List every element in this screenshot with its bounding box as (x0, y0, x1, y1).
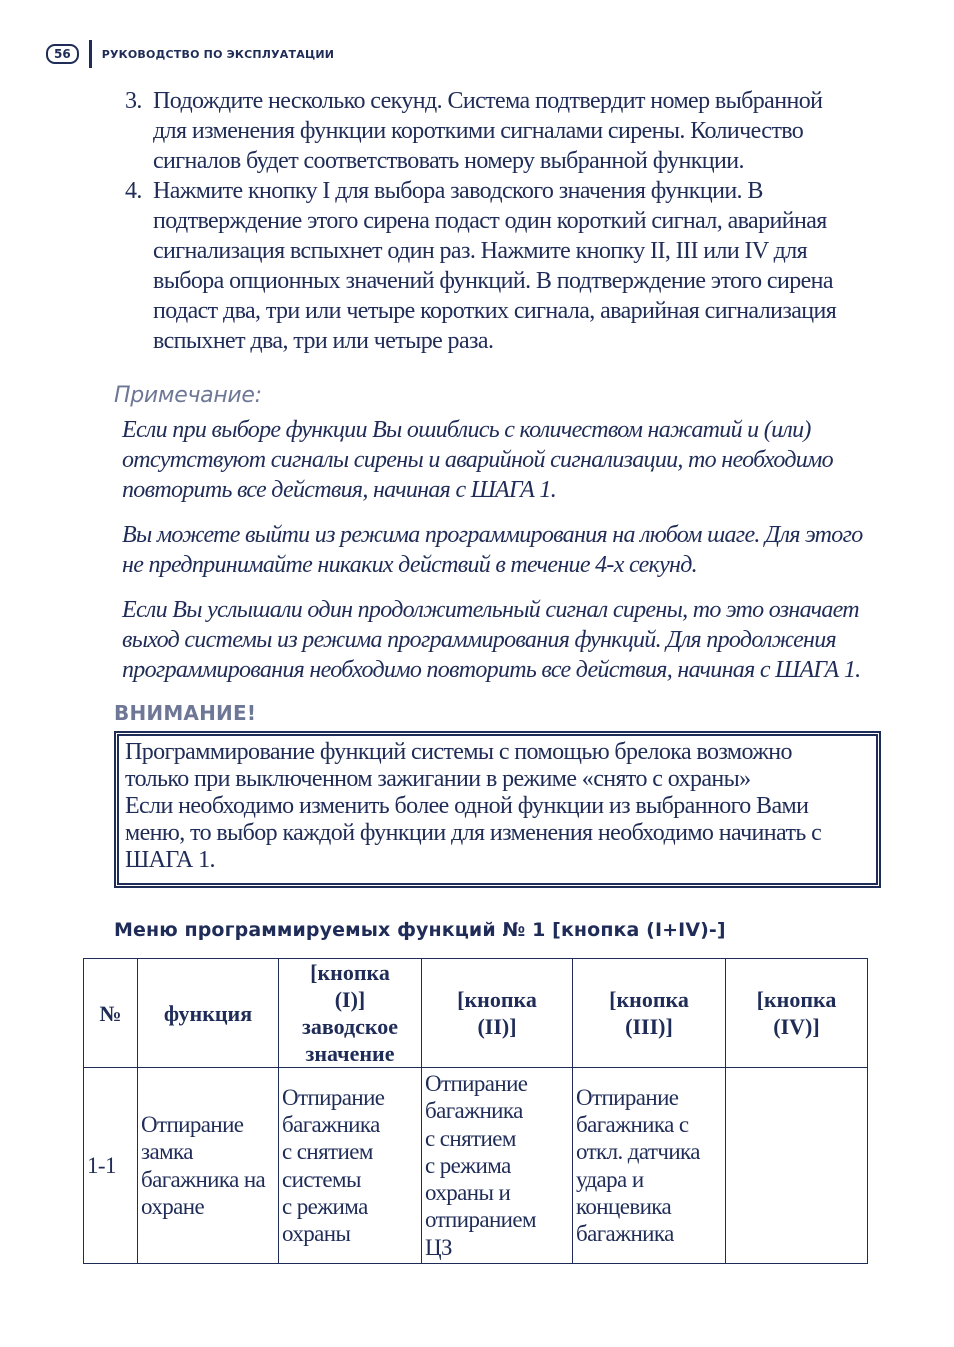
header-cell-number (84, 959, 138, 1068)
header-line: [кнопка (756, 987, 837, 1012)
step-line: подаст два, три или четыре коротких сигнала, аварийная сигнализация (153, 298, 837, 324)
step-line: подтверждение этого сирена подаст один короткий сигнал, аварийная (153, 208, 827, 234)
step-line: Подождите несколько секунд. Система подтвердит номер выбранной (153, 88, 823, 114)
header-line: [кнопка (310, 960, 390, 985)
table-header-row (84, 959, 868, 1068)
attention-line: меню, то выбор каждой функции для изменения необходимо начинать с (125, 820, 822, 846)
header-cell-function (138, 959, 279, 1068)
note-line: повторить все действия, начиная с ШАГА 1. (122, 477, 556, 503)
note-line: Если Вы услышали один продолжительный сигнал сирены, то это означает (122, 597, 859, 623)
cell-line: Отпирание (282, 1084, 385, 1110)
cell-line: охраны и (425, 1180, 511, 1206)
header-cell-button-4 (726, 959, 868, 1068)
attention-line: ШАГА 1. (125, 847, 215, 873)
attention-box (114, 731, 881, 888)
header-line: (IV)] (773, 1014, 820, 1039)
step-number: 4. (125, 178, 142, 204)
cell-line: 1-1 (87, 1152, 116, 1178)
attention-line: Если необходимо изменить более одной функции из выбранного Вами (125, 793, 809, 819)
note-heading: Примечание: (114, 383, 262, 408)
page-number: 56 (46, 44, 79, 64)
page-header (46, 40, 334, 68)
attention-heading: ВНИМАНИЕ! (114, 701, 257, 725)
step-3 (120, 86, 880, 176)
cell-line: удара и (576, 1166, 644, 1192)
header-cell-button-1 (279, 959, 422, 1068)
cell-line: охране (141, 1193, 205, 1219)
header-line: № (99, 1000, 122, 1026)
steps-list (120, 86, 880, 356)
cell-line: Отпирание (576, 1084, 679, 1110)
note-line: отсутствуют сигналы сирены и аварийной сигнализации, то необходимо (122, 447, 833, 473)
note-line: не предпринимайте никаких действий в течение 4-х секунд. (122, 552, 697, 578)
functions-table (83, 958, 868, 1264)
header-divider (89, 40, 92, 68)
cell-line: отпиранием (425, 1207, 536, 1233)
cell-line: откл. датчика (576, 1139, 700, 1165)
cell-line: багажника (425, 1098, 523, 1124)
note-line: Вы можете выйти из режима программирования на любом шаге. Для этого (122, 522, 863, 548)
attention-line: только при выключенном зажигании в режиме «снято с охраны» (125, 766, 751, 792)
header-title: РУКОВОДСТВО ПО ЭКСПЛУАТАЦИИ (101, 47, 335, 61)
step-line: сигналов будет соответствовать номеру выбранной функции. (153, 148, 744, 174)
header-line: [кнопка (609, 987, 689, 1012)
note-line: программирования необходимо повторить все действия, начиная с ШАГА 1. (122, 657, 861, 683)
cell-line: с снятием (425, 1125, 516, 1151)
step-line: для изменения функции короткими сигналами сирены. Количество (153, 118, 804, 144)
step-4 (120, 176, 880, 356)
cell-line: Отпирание (425, 1070, 528, 1096)
cell-button-3 (573, 1068, 726, 1264)
note-line: Если при выборе функции Вы ошиблись с количеством нажатий и (или) (122, 417, 811, 443)
cell-line: с режима (425, 1152, 511, 1178)
cell-line: багажника на (141, 1166, 266, 1192)
cell-button-1 (279, 1068, 422, 1264)
header-line: заводское (302, 1014, 398, 1039)
header-line: значение (305, 1041, 395, 1066)
cell-line: концевика (576, 1193, 672, 1219)
cell-line: замка (141, 1139, 193, 1165)
cell-line: охраны (282, 1221, 351, 1247)
step-line: выбора опционных значений функций. В подтверждение этого сирена (153, 268, 833, 294)
cell-line: с режима (282, 1193, 368, 1219)
step-line: вспыхнет два, три или четыре раза. (153, 328, 494, 354)
cell-number (84, 1068, 138, 1264)
step-line: сигнализация вспыхнет один раз. Нажмите кнопку II, III или IV для (153, 238, 808, 264)
cell-line: ЦЗ (425, 1234, 452, 1260)
note-paragraph-1 (122, 415, 892, 505)
cell-line: Отпирание (141, 1111, 244, 1137)
cell-line: багажника (576, 1221, 674, 1247)
header-line: (II)] (477, 1014, 517, 1039)
header-line: (I)] (334, 987, 366, 1012)
header-line: функция (163, 1000, 253, 1026)
step-line: Нажмите кнопку I для выбора заводского значения функции. В (153, 178, 763, 204)
note-paragraph-2 (122, 520, 892, 580)
header-cell-button-3 (573, 959, 726, 1068)
header-cell-button-2 (422, 959, 573, 1068)
cell-function (138, 1068, 279, 1264)
step-number: 3. (125, 88, 142, 114)
note-paragraph-3 (122, 595, 892, 685)
table-row (84, 1068, 868, 1264)
table-title: Меню программируемых функций № 1 [кнопка (I+IV)-] (114, 919, 726, 941)
attention-line: Программирование функций системы с помощью брелока возможно (125, 739, 792, 765)
cell-line: багажника с (576, 1111, 689, 1137)
cell-button-2 (422, 1068, 573, 1264)
header-line: (III)] (625, 1014, 673, 1039)
cell-button-4 (726, 1068, 868, 1264)
cell-line: с снятием (282, 1139, 373, 1165)
note-line: выход системы из режима программирования функций. Для продолжения (122, 627, 837, 653)
cell-line: багажника (282, 1111, 380, 1137)
cell-line: системы (282, 1166, 361, 1192)
header-line: [кнопка (457, 987, 537, 1012)
